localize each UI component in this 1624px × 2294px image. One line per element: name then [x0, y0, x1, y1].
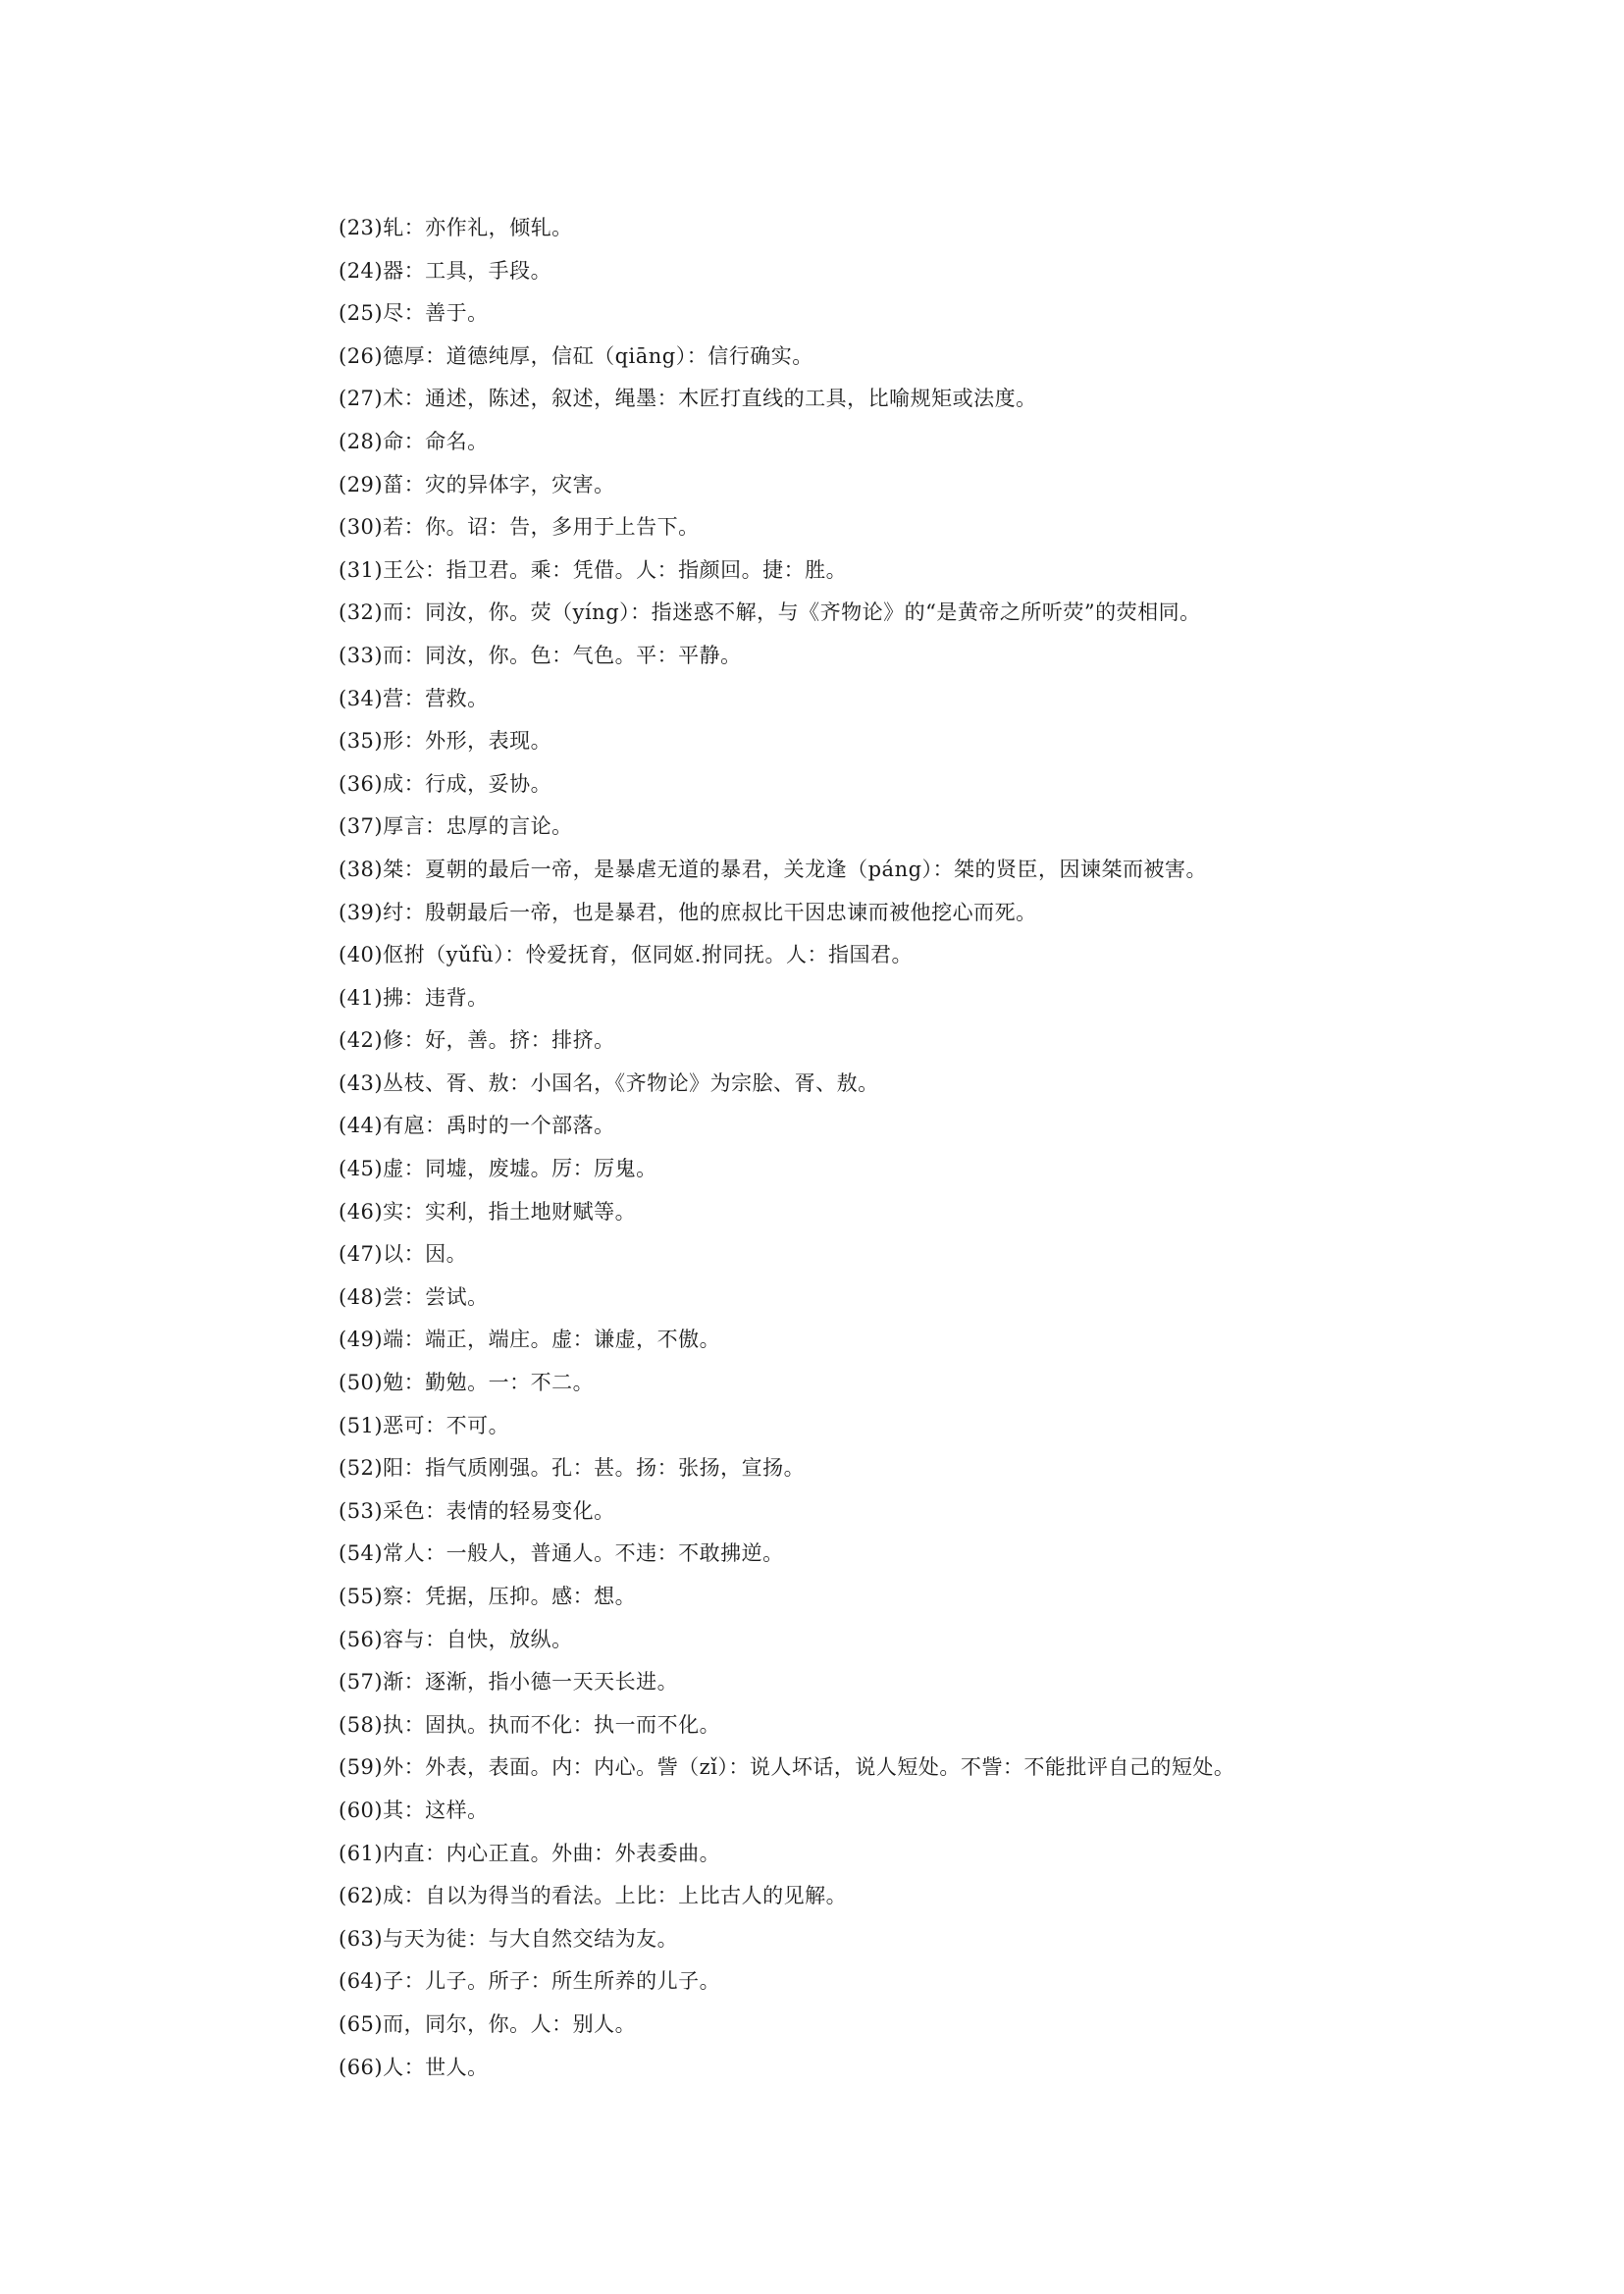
annotation-line: (46)实：实利，指土地财赋等。: [339, 1199, 637, 1224]
annotation-line: (59)外：外表，表面。内：内心。訾（zǐ）：说人坏话，说人短处。不訾：不能批评自己的短处。: [339, 1755, 1235, 1780]
annotation-line: (23)轧：亦作礼，倾轧。: [339, 216, 573, 239]
annotation-line: (42)修：好，善。挤：排挤。: [339, 1028, 615, 1053]
annotation-line: (61)内直：内心正直。外曲：外表委曲。: [339, 1841, 721, 1865]
annotation-line: (48)尝：尝试。: [339, 1284, 489, 1309]
annotation-line: (25)尽：善于。: [339, 301, 489, 326]
annotation-line: (49)端：端正，端庄。虚：谦虚，不傲。: [339, 1328, 721, 1352]
annotation-line: (50)勉：勤勉。一：不二。: [339, 1371, 595, 1395]
annotation-line: (57)渐：逐渐，指小德一天天长进。: [339, 1670, 679, 1694]
annotation-line: (65)而，同尔，你。人：别人。: [339, 2011, 637, 2036]
annotation-line: (53)采色：表情的轻易变化。: [339, 1498, 615, 1523]
annotation-line: (64)子：儿子。所子：所生所养的儿子。: [339, 1969, 721, 1994]
annotation-line: (24)器：工具，手段。: [339, 258, 552, 283]
annotation-line: (63)与天为徒：与大自然交结为友。: [339, 1926, 679, 1951]
annotation-line: (37)厚言：忠厚的言论。: [339, 814, 573, 839]
annotation-line: (51)恶可：不可。: [339, 1413, 510, 1437]
annotation-line: (35)形：外形，表现。: [339, 729, 552, 754]
annotation-line: (43)丛枝、胥、敖：小国名，《齐物论》为宗脍、胥、敖。: [339, 1070, 879, 1095]
annotation-line: (62)成：自以为得当的看法。上比：上比古人的见解。: [339, 1884, 848, 1908]
annotation-line: (56)容与：自快，放纵。: [339, 1627, 573, 1651]
annotation-line: (29)菑：灾的异体字，灾害。: [339, 472, 615, 496]
annotation-line: (55)察：凭据，压抑。感：想。: [339, 1585, 637, 1608]
annotation-line: (41)拂：违背。: [339, 985, 489, 1010]
annotation-line: (30)若：你。诏：告，多用于上告下。: [339, 515, 700, 540]
annotation-line: (47)以：因。: [339, 1242, 468, 1267]
annotation-line: (54)常人：一般人，普通人。不违：不敢拂逆。: [339, 1541, 784, 1566]
annotation-line: (58)执：固执。执而不化：执一而不化。: [339, 1712, 721, 1737]
annotation-list: [339, 207, 1516, 2089]
annotation-line: (45)虚：同墟，废墟。厉：厉鬼。: [339, 1157, 657, 1181]
annotation-line: (60)其：这样。: [339, 1798, 489, 1822]
annotation-line: (66)人：世人。: [339, 2055, 489, 2079]
annotation-line: (28)命：命名。: [339, 429, 489, 453]
annotation-line: (27)术：通述，陈述，叙述，绳墨：木匠打直线的工具，比喻规矩或法度。: [339, 387, 1037, 411]
annotation-line: (33)而：同汝，你。色：气色。平：平静。: [339, 643, 742, 667]
annotation-line: (34)营：营救。: [339, 686, 489, 710]
annotation-line: (32)而：同汝，你。荧（yíng）：指迷惑不解，与《齐物论》的“是黄帝之所听荧”的荧相同。: [339, 600, 1201, 625]
annotation-line: (31)王公：指卫君。乘：凭借。人：指颜回。捷：胜。: [339, 557, 848, 582]
annotation-line: (38)桀：夏朝的最后一帝，是暴虐无道的暴君，关龙逢（páng）：桀的贤臣，因谏桀而被害。: [339, 857, 1208, 881]
annotation-line: (26)德厚：道德纯厚，信矼（qiāng）：信行确实。: [339, 343, 813, 368]
annotation-line: (40)伛拊（yǔfù）：怜爱抚育，伛同妪.拊同抚。人：指国君。: [339, 943, 913, 967]
annotation-line: (36)成：行成，妥协。: [339, 771, 552, 796]
annotation-line: (44)有扈：禹时的一个部落。: [339, 1114, 615, 1138]
annotation-line: (52)阳：指气质刚强。孔：甚。扬：张扬，宣扬。: [339, 1456, 806, 1481]
annotation-line: (39)纣：殷朝最后一帝，也是暴君，他的庶叔比干因忠谏而被他挖心而死。: [339, 900, 1037, 924]
